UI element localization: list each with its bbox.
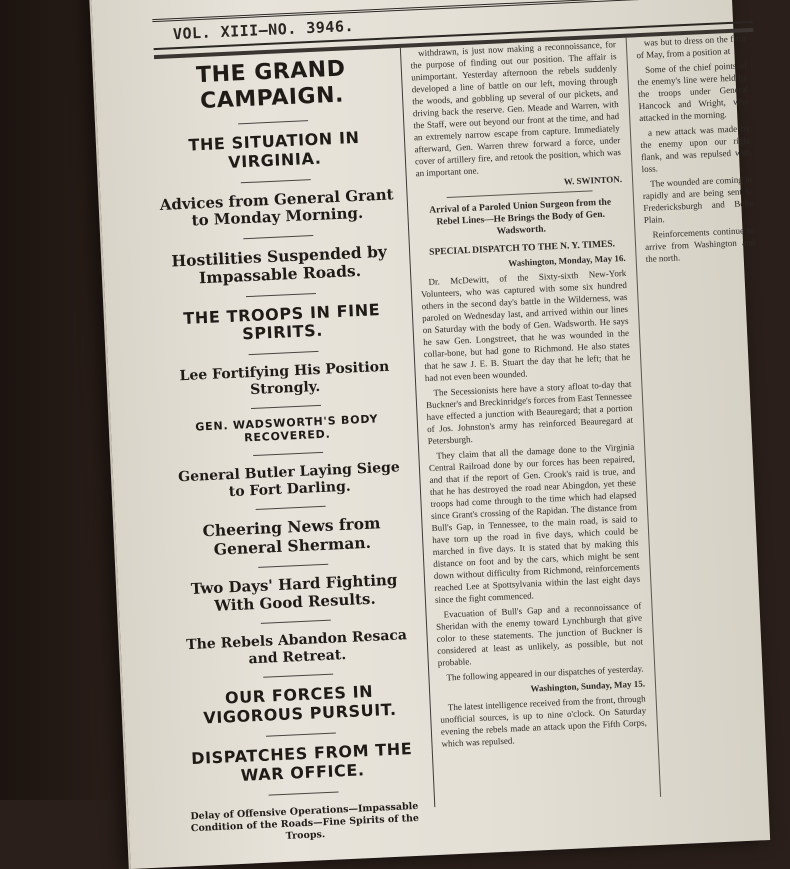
article-paragraph: They claim that all the damage done to the Virginia Central Railroad done by our forces has been repaired, and that if the report of Gen. Crook's raid is true, and that he has destroyed the road near Abingdon, yet these troops had come through to the time which had elapsed since Grant's crossing of the Rapidan. The distance from Bull's Gap, in Tennessee, to the main road, is said to have torn up the road in five days, which could be marched in five days. It is stated that by making this distance on foot and by the cars, which might be sent down without difficulty from Richmond, reinforcements reached Lee at Spottsylvania within the last eight days since the fight commenced. [428,441,641,605]
deck-rule [256,506,326,510]
deck-rule [243,235,313,239]
headline-deck: Cheering News from General Sherman. [202,513,381,559]
headline-deck: Two Days' Hard Fighting With Good Results. [190,570,398,615]
article-paragraph: Some of the chief points of the enemy's line were held by the troops under General Hancock and Wright, who attacked in the morning. [637,60,749,124]
headline-deck: Hostilities Suspended by Impassable Roads. [171,241,388,288]
article-paragraph: Evacuation of Bull's Gap and a reconnoissance of Sheridan with the enemy toward Lynchburgh that give color to these statements. The junction of Buckner is considered at least as unlikely, as possible, but not probable. [435,600,644,668]
headline-deck: GEN. WADSWORTH'S BODY RECOVERED. [195,412,379,445]
newspaper-page [88,0,770,869]
dispatch-heading: SPECIAL DISPATCH TO THE N. Y. TIMES. [428,239,616,258]
deck-rule [261,620,331,624]
deck-rule [238,120,308,124]
headline-deck: THE SITUATION IN VIRGINIA. [188,127,360,172]
headline-deck: The Rebels Abandon Resaca and Retreat. [185,627,408,668]
headline-deck: THE TROOPS IN FINE SPIRITS. [182,299,381,344]
deck-rule [258,564,328,568]
article-paragraph: The latest intelligence received from the front, through unofficial sources, is up to nine o'clock. On Saturday evening the rebels made an attack upon the Fifth Corps, which was repulsed. [440,693,647,749]
deck-rule [266,733,336,737]
article-paragraph: a new attack was made by the enemy upon our right flank, and was repulsed with loss. [640,123,752,175]
deck-rule [246,293,316,297]
article-paragraph: Dr. McDewitt, of the Sixty-sixth New-York Volunteers, who was captured with some six hundred others in the second day's battle in the Wilderness, was paroled on Wednesday last, and arrived within our lines on Saturday with the body of Gen. Wadsworth. He says he saw Gen. Longstreet, that he was wounded in the collar-bone, but had gone to Richmond. He also states that he saw J. E. B. Stuart the day that he left; that he had not even been wounded. [420,267,631,384]
article-paragraph: withdrawn, is just now making a reconnoissance, for the purpose of finding out our position. The affair is unimportant. Yesterday afternoon the rebels suddenly developed a line of battle on our left, moving through the woods, and gobbling up several of our pickets, and driving back the reserve. Gen. Meade and Warren, with the Staff, were out beyond our front at the time, and had an extremely narrow escape from capture. Immediately afterward, Gen. Warren threw forward a force, under cover of artillery fire, and retook the position, which was an important one. [410,39,622,179]
headline-deck: OUR FORCES IN VIGOROUS PURSUIT. [202,682,397,728]
headline-column [150,50,426,853]
deck-rule [241,179,311,183]
article-paragraph: Reinforcements continue to arrive from Washington and the north. [644,225,756,264]
article-paragraph: The Secessionists here have a story afloat to-day that Buckner's and Breckinridge's forces from East Tennessee have effected a junction with Beauregard; that a portion of Jos. Johnston's army has reinforced Beauregard at Petersburgh. [425,378,634,447]
article-column-2 [410,38,650,807]
headline-deck: THE GRAND CAMPAIGN. [195,56,346,114]
article-signature: W. SWINTON. [563,173,623,187]
headline-deck: Advices from General Grant to Monday Morning. [159,185,394,230]
subheadline: Arrival of a Paroled Union Surgeon from the Rebel Lines—He Brings the Body of Gen. Wadsworth. [429,197,612,237]
article-paragraph: The wounded are coming in rapidly and are being sent to Fredericksburgh and Belle Plain. [642,174,754,226]
deck-rule [263,674,333,678]
article-paragraph: was but to dress on the fifth of May, from a position at [636,33,746,61]
headline-deck: Delay of Offensive Operations—Impassable Condition of the Roads—Fine Spirits of the Troops. [190,800,420,842]
deck-rule [251,405,321,409]
article-column-3 [636,32,780,796]
dateline: Washington, Monday, May 16. [507,252,626,269]
headline-deck: General Butler Laying Siege to Fort Darling. [177,459,401,500]
deck-rule [269,791,339,795]
dateline: Washington, Sunday, May 15. [530,678,646,694]
deck-rule [253,452,323,456]
article-paragraph: The following appeared in our dispatches of yesterday. [446,663,644,683]
volume-number: VOL. XIII—NO. 3946. [172,17,355,44]
headline-deck: DISPATCHES FROM THE WAR OFFICE. [190,739,413,785]
deck-rule [249,351,319,355]
headline-deck: Lee Fortifying His Position Strongly. [179,359,390,398]
